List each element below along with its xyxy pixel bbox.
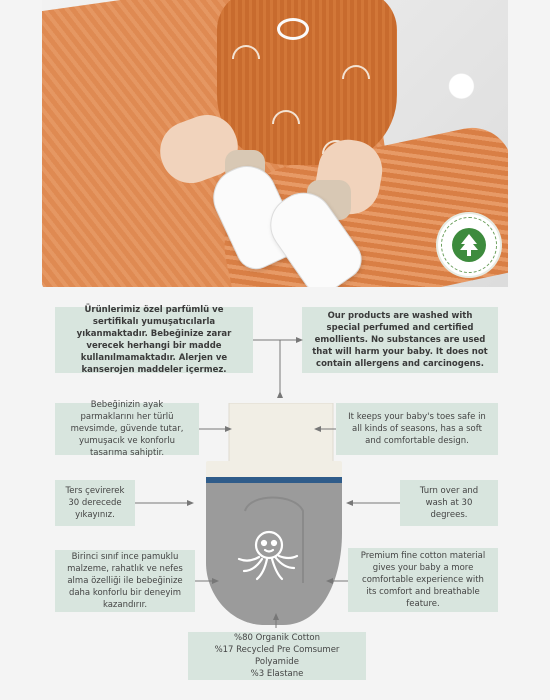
en-washed-text: Our products are washed with special perfumed and certified emollients. No substances are used that will harm your baby. It does not contain allergens and carcinogens. [312,311,488,369]
en-toes-text: It keeps your baby's toes safe in all kinds of seasons, has a soft and comfortable design. [348,412,486,446]
arrow-head-icon [273,613,279,620]
tr-washed-text: Ürünlerimiz özel parfümlü ve sertifikalı yumuşatıcılarla yıkanmaktadır. Bebeğinize zarar verecek herhangi bir madde kullanılmamaktadır. Alerjen ve kanserojen maddeler içermez. [76,305,232,375]
arrow-head-icon [212,578,219,584]
tr-cotton-text: Birinci sınıf ince pamuklu malzeme, rahatlık ve nefes alma özelliği ile bebeğinize daha konforlu bir deneyim kazandırır. [67,552,183,610]
tr-wash-text: Ters çevirerek 30 derecede yıkayınız. [65,486,125,520]
arrow-head-icon [314,426,321,432]
en-cotton-text: Premium fine cotton material gives your baby a more comfortable experience with its comfort and breathable feature. [360,551,486,609]
en-wash-text: Turn over and wash at 30 degrees. [419,486,479,520]
composition-line-2: %17 Recycled Pre Comsumer Polyamide [214,645,340,667]
composition-line-3: %3 Elastane [250,669,304,679]
arrow-head-icon [277,391,283,398]
tr-toes-text: Bebeğinizin ayak parmaklarını her türlü mevsimde, güvende tutar, yumuşacık ve konforlu tasarıma sahiptir. [70,400,184,458]
arrow-head-icon [187,500,194,506]
arrow-head-icon [346,500,353,506]
arrow-head-icon [225,426,232,432]
arrow-head-icon [296,337,303,343]
composition-line-1: %80 Organik Cotton [234,633,320,643]
arrow-head-icon [326,578,333,584]
arrow-connector [253,340,280,393]
